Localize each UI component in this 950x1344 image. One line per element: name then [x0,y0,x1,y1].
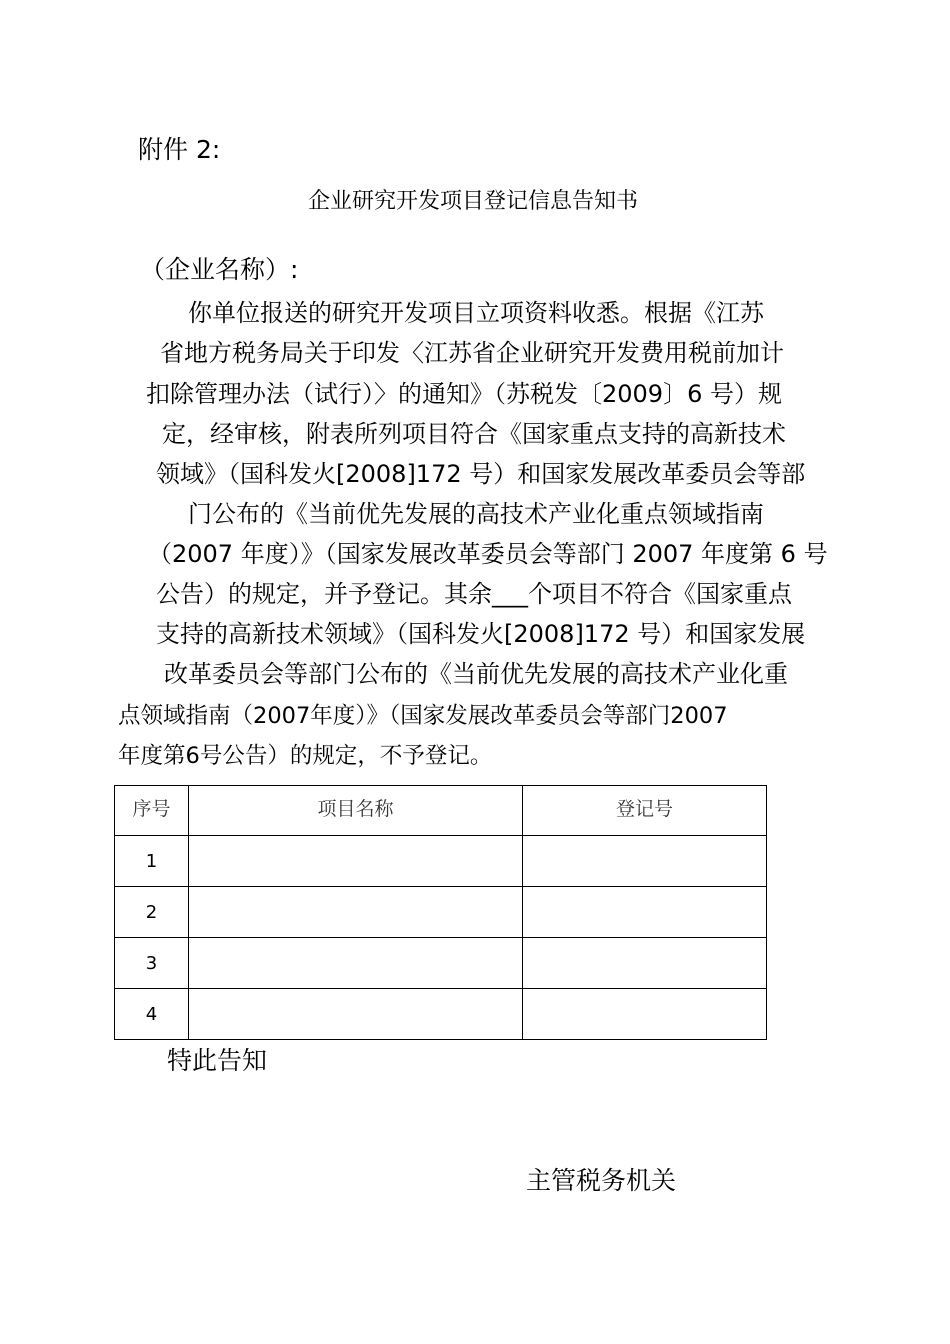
row-seq: 2 [115,887,189,938]
row-project-name [189,938,523,989]
row-project-name [189,887,523,938]
header-reg-number: 登记号 [523,786,767,836]
table-row [115,989,767,1040]
body-line-3: 扣除管理办法（试行）〉的通知》（苏税发〔2009〕6 号）规 [146,380,782,408]
row-reg-number [523,938,767,989]
body-line-8: 公告）的规定，并予登记。其余___个项目不符合《国家重点 [156,580,792,608]
table-row [115,836,767,887]
body-line-6: 门公布的《当前优先发展的高技术产业化重点领域指南 [188,500,764,528]
body-line-1: 你单位报送的研究开发项目立项资料收悉。根据《江苏 [188,299,764,327]
body-line-5: 领域》（国科发火[2008]172 号）和国家发展改革委员会等部 [156,460,806,488]
row-seq: 1 [115,836,189,887]
body-line-11: 点领域指南（2007年度）》（国家发展改革委员会等部门2007 [118,703,728,729]
table-row [115,887,767,938]
document-title [0,187,950,217]
company-name-line: （企业名称）: [140,255,299,284]
closing-notice: 特此告知 [167,1046,268,1075]
row-project-name [189,836,523,887]
body-line-9: 支持的高新技术领域》（国科发火[2008]172 号）和国家发展 [156,620,806,648]
row-seq: 3 [115,938,189,989]
table-row [115,938,767,989]
body-line-10: 改革委员会等部门公布的《当前优先发展的高技术产业化重 [164,660,788,688]
row-reg-number [523,989,767,1040]
body-line-7: （2007 年度）》（国家发展改革委员会等部门 2007 年度第 6 号 [148,540,828,568]
header-seq: 序号 [115,786,189,836]
row-seq: 4 [115,989,189,1040]
body-line-12: 年度第6号公告）的规定，不予登记。 [118,743,493,769]
registration-table [114,785,767,1040]
document-title-text: 企业研究开发项目登记信息告知书 [307,189,638,214]
row-reg-number [523,836,767,887]
attachment-label: 附件 2: [138,135,221,164]
body-line-4: 定，经审核，附表所列项目符合《国家重点支持的高新技术 [162,420,786,448]
body-line-2: 省地方税务局关于印发〈江苏省企业研究开发费用税前加计 [160,339,784,367]
header-project-name: 项目名称 [189,786,523,836]
row-reg-number [523,887,767,938]
signature-authority: 主管税务机关 [526,1166,677,1195]
row-project-name [189,989,523,1040]
table-header-row [115,786,767,836]
